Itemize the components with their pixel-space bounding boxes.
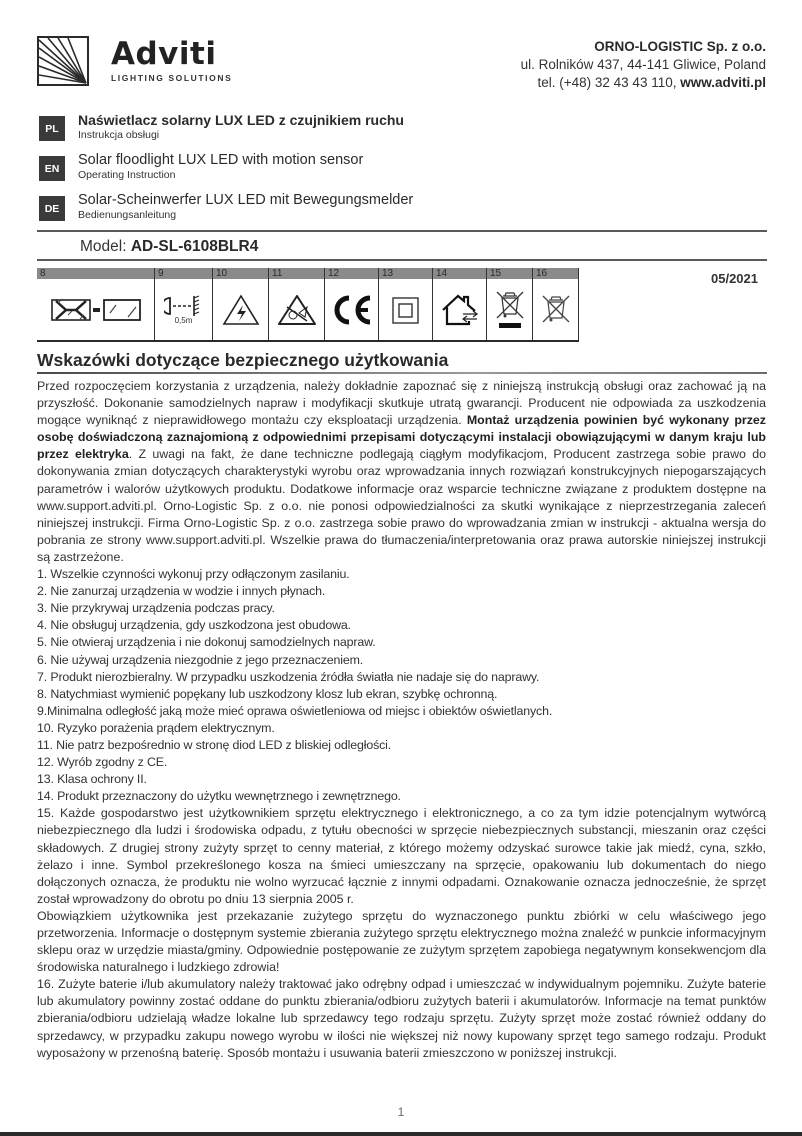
list-item: 13. Klasa ochrony II. — [37, 772, 147, 787]
company-contact — [521, 74, 766, 92]
section-divider — [37, 372, 767, 374]
symbol-number: 13 — [379, 268, 432, 279]
list-item: 6. Nie używaj urządzenia niezgodnie z jego przeznaczeniem. — [37, 652, 364, 667]
symbol-cell-13 — [379, 268, 433, 340]
symbol-cell-8 — [37, 268, 155, 340]
logo-rays-icon — [37, 36, 89, 86]
product-title: Solar floodlight LUX LED with motion sensor — [78, 152, 364, 168]
symbols-table — [37, 268, 579, 342]
brand-tagline: LIGHTING SOLUTIONS — [111, 73, 233, 83]
brand-logo — [37, 36, 232, 86]
symbol-number: 10 — [213, 268, 268, 279]
company-name: ORNO-LOGISTIC Sp. z o.o. — [594, 39, 766, 54]
weee-paragraph: 15. Każde gospodarstwo jest użytkownikiem sprzętu elektrycznego i elektronicznego, a co za tym idzie potencjalnym wytwórcą niebezpiecznego dla ludzi i środowiska odpadu, z tytułu obecności w sprzęcie niebezpiecznych substancji, mieszanin oraz części składowych. Z drugiej strony zużyty sprzęt to cenny materiał, z którego możemy odzyskać surowce takie jak miedź, cyna, szkło, żelazo i inne. Symbol przekreślonego kosza na śmieci umieszczany na sprzęcie, opakowaniu lub dokumentach do niego dołączonych oznacza, że produktu nie wolno wyrzucać łącznie z innymi odpadami. Oznakowanie oznacza jednocześnie, że sprzęt został wprowadzony do obrotu po dniu 13 sierpnia 2005 r. — [37, 806, 766, 906]
model-number — [80, 238, 258, 256]
language-row-de — [39, 192, 413, 221]
divider — [37, 259, 767, 261]
distance-caption: 0,5m — [174, 316, 193, 325]
list-item: 14. Produkt przeznaczony do użytku wewnętrznego i zewnętrznego. — [37, 789, 401, 804]
list-item: 11. Nie patrz bezpośrednio w stronę diod LED z bliskiej odległości. — [37, 737, 392, 752]
battery-disposal-paragraph: 16. Zużyte baterie i/lub akumulatory należy traktować jako odrębny odpad i umieszczać w indywidualnym pojemniku. Zużyte baterie lub akumulatory powinny zostać oddane do punktu zbierania/odbioru zużytych baterii i akumulatorów. Informacje na temat punktów zbierania/odbioru udzielają władze lokalne lub sprzedawcy tego rodzaju sprzętu. Zużyty sprzęt może zostać również oddany do sprzedawcy, w przypadku zakupu nowego wyrobu w ilości nie większej niż nowy kupowany sprzęt tego samego rodzaju. Produkt wyposażony w przenośną baterię. Sposób montażu i usuwania baterii zmieszczono w poniższej instrukcji. — [37, 977, 766, 1060]
ce-mark-icon — [330, 293, 374, 327]
symbol-cell-12 — [325, 268, 379, 340]
brand-name: Adviti — [111, 36, 217, 72]
product-subtitle: Instrukcja obsługi — [78, 129, 160, 141]
symbol-cell-11 — [269, 268, 325, 340]
product-title: Solar-Scheinwerfer LUX LED mit Bewegungsmelder — [78, 192, 414, 208]
symbol-cell-9 — [155, 268, 213, 340]
list-item: 10. Ryzyko porażenia prądem elektrycznym. — [37, 720, 275, 735]
list-item: 2. Nie zanurzaj urządzenia w wodzie i innych płynach. — [37, 584, 326, 599]
list-item: 9.Minimalna odległość jaką może mieć oprawa oświetleniowa od miejsc i obiektów oświetlanych. — [37, 703, 553, 718]
list-item: 8. Natychmiast wymienić popękany lub uszkodzony klosz lub ekran, szybkę ochronną. — [37, 686, 498, 701]
symbol-number: 15 — [487, 268, 532, 279]
bottom-border — [0, 1132, 802, 1136]
company-info — [521, 38, 766, 92]
product-subtitle: Operating Instruction — [78, 169, 176, 181]
symbol-cell-15 — [487, 268, 533, 340]
model-value: AD-SL-6108BLR4 — [130, 238, 259, 255]
symbol-number: 12 — [325, 268, 378, 279]
language-row-pl — [39, 112, 404, 141]
no-direct-look-led-icon — [275, 293, 319, 327]
safety-instructions — [37, 378, 766, 1062]
list-item: 3. Nie przykrywaj urządzenia podczas pracy. — [37, 601, 275, 616]
company-phone: tel. (+48) 32 43 43 110, — [537, 75, 681, 90]
symbol-cell-16 — [533, 268, 579, 340]
page-number: 1 — [397, 1105, 405, 1119]
symbol-number: 9 — [155, 268, 212, 279]
symbol-number: 14 — [433, 268, 486, 279]
indoor-outdoor-use-icon — [439, 293, 481, 327]
language-badge: DE — [39, 196, 65, 221]
list-item: 7. Produkt nierozbieralny. W przypadku uszkodzenia źródła światła nie nadaje się do naprawy. — [37, 669, 540, 684]
intro-paragraph — [37, 378, 766, 566]
list-item: 12. Wyrób zgodny z CE. — [37, 755, 168, 770]
list-item: 1. Wszelkie czynności wykonuj przy odłączonym zasilaniu. — [37, 567, 350, 582]
min-distance-icon — [164, 294, 204, 318]
section-title: Wskazówki dotyczące bezpiecznego użytkowania — [37, 350, 449, 370]
intro-text: Przed rozpoczęciem korzystania z urządzenia, należy dokładnie zapoznać się z niniejszą instrukcją obsługi oraz zachować ją na przyszłość. Dokonanie samodzielnych napraw i modyfikacji skutkuje utratą gwarancji. Producent nie odpowiada za uszkodzenia mogące wyniknąć z nieprawidłowego montażu czy eksploatacji urządzenia. — [37, 379, 766, 428]
divider — [37, 230, 767, 232]
weee-crossed-bin-bar-icon — [493, 290, 527, 330]
language-badge: PL — [39, 116, 65, 141]
symbol-cell-14 — [433, 268, 487, 340]
intro-bold-text: Montaż urządzenia powinien być wykonany przez osobę doświadczoną zaznajomioną z odpowiednimi przepisami dotyczącymi instalacji obowiązującymi w danym kraju lub przez elektryka — [37, 413, 766, 462]
language-row-en — [39, 152, 363, 181]
company-address: ul. Rolników 437, 44-141 Gliwice, Poland — [520, 57, 766, 72]
symbol-number: 11 — [269, 268, 324, 279]
list-item: 4. Nie obsługuj urządzenia, gdy uszkodzona jest obudowa. — [37, 618, 351, 633]
language-badge: EN — [39, 156, 65, 181]
intro-text-continued: . Z uwagi na fakt, że dane techniczne podlegają ciągłym modyfikacjom, Producent zastrzega sobie prawo do dokonywania zmian dotyczących charakterystyki wyrobu oraz wprowadzania innych rozwiązań konstrukcyjnych niepogarszających parametrów i walorów użytkowych produktu. Dodatkowe informacje oraz wsparcie techniczne związane z produktem dostępne na www.support.adviti.pl. Orno-Logistic Sp. z o.o. nie ponosi odpowiedzialności za skutki wynikające z nieprzestrzegania zaleceń niniejszej instrukcji. Firma Orno-Logistic Sp. z o.o. zastrzega sobie prawo do wprowadzania zmian w instrukcji - aktualna wersja do pobrania ze strony www.support.adviti.pl. Wszelkie prawa do tłumaczenia/interpretowania oraz prawa autorskie niniejszej instrukcji są zastrzeżone. — [37, 447, 766, 564]
weee-obligation-paragraph: Obowiązkiem użytkownika jest przekazanie zużytego sprzętu do wyznaczonego punktu zbiórki w celu właściwego jego przetworzenia. Informacje o dostępnym systemie zbierania zużytego sprzętu elektrycznego można znaleźć w punkcie informacyjnym sklepu oraz w urzędzie miasta/gminy. Odpowiednie postępowanie ze zużytym sprzętem zapobiega negatywnym konsekwencjom dla środowiska naturalnego i ludzkiego zdrowia! — [37, 908, 766, 975]
symbol-number: 16 — [533, 268, 578, 279]
replace-cracked-glass-icon — [48, 295, 144, 325]
protection-class-ii-icon — [391, 295, 421, 325]
product-title: Naświetlacz solarny LUX LED z czujnikiem ruchu — [78, 112, 404, 128]
symbol-cell-10 — [213, 268, 269, 340]
battery-crossed-bin-icon — [539, 293, 573, 327]
publication-date: 05/2021 — [711, 271, 758, 286]
electric-shock-warning-icon — [221, 293, 261, 327]
product-subtitle: Bedienungsanleitung — [78, 209, 177, 221]
list-item: 5. Nie otwieraj urządzenia i nie dokonuj samodzielnych napraw. — [37, 635, 376, 650]
symbol-number: 8 — [37, 268, 154, 279]
company-website[interactable]: www.adviti.pl — [680, 75, 766, 90]
model-label: Model: — [80, 238, 131, 255]
